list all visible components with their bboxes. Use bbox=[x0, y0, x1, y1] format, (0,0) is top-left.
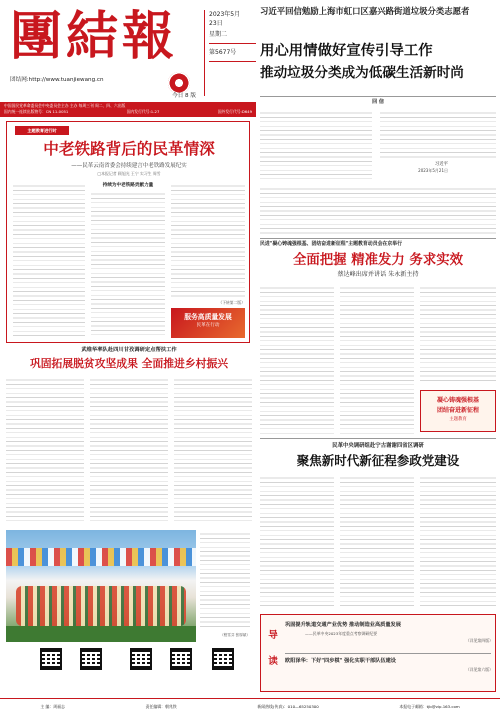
work-kicker: 民革中央调研组赴宁古谢谢四省区调研 bbox=[332, 443, 424, 449]
footer-email[interactable]: 本报电子邮箱：tjb@vip.163.com bbox=[399, 704, 460, 709]
service-box-title: 服务高质量发展 bbox=[184, 313, 232, 321]
qr-code-3[interactable] bbox=[130, 648, 152, 670]
theme-stamp-line2: 团结奋进新征程 bbox=[436, 407, 479, 414]
footer-responsible: 责任编辑：朝兆铁 bbox=[145, 704, 177, 709]
lead-editor-note: （下转第二版） bbox=[218, 300, 245, 305]
theme-kicker: 民进"凝心铸魂强根基、团结奋进新征程"主题教育动员会在京举行 bbox=[260, 241, 403, 247]
guide-item-2[interactable] bbox=[285, 657, 493, 673]
masthead-logo: 團結報 bbox=[10, 6, 179, 67]
lead-banner-text: 主题教育进行时 bbox=[27, 128, 57, 133]
guide-item-2-title: 欧阳泽华：下好"四步棋" 强化实职干部队伍建设 bbox=[285, 658, 396, 664]
qr-code-1[interactable] bbox=[40, 648, 62, 670]
foreign-code: 国外发行代号:D649 bbox=[217, 109, 252, 114]
guide-box bbox=[260, 614, 496, 692]
theme-stamp-line3: 主题教育 bbox=[449, 417, 467, 422]
top-right-headline-1: 用心用情做好宣传引导工作 bbox=[260, 42, 433, 59]
theme-stamp bbox=[420, 390, 496, 432]
weekday: 星期二 bbox=[209, 31, 228, 38]
lead-subhead: ——民革云南省委会持续建言中老铁路发展纪实 bbox=[71, 163, 187, 169]
lead-section-title: 持续为中老铁路贡献力量 bbox=[102, 183, 154, 188]
theme-byline: 蔡达峰出席并讲话 朱永新主持 bbox=[337, 271, 419, 278]
website[interactable]: 团结网:http://www.tuanjiewang.cn bbox=[10, 77, 104, 83]
letter-box bbox=[260, 96, 496, 184]
guide-label-bottom: 读 bbox=[268, 656, 278, 667]
lead-banner bbox=[15, 126, 69, 135]
guide-item-1-sub: ——民革中央2023年度重点考察调研纪要 bbox=[305, 631, 378, 636]
letter-signature: 习近平 bbox=[434, 162, 448, 167]
service-box bbox=[171, 308, 245, 338]
guide-label bbox=[265, 623, 281, 685]
top-right-headline-2: 推动垃圾分类成为低碳生活新时尚 bbox=[260, 65, 464, 81]
lead-headline: 中老铁路背后的民革情深 bbox=[43, 139, 215, 158]
work-story bbox=[260, 442, 496, 610]
event-photo bbox=[6, 530, 196, 642]
masthead bbox=[8, 4, 256, 116]
cn-number: 国内统一连续出版物号：CN 11-0051 bbox=[4, 109, 69, 114]
theme-stamp-line1: 凝心铸魂强根基 bbox=[436, 397, 479, 404]
theme-headline: 全面把握 精准发力 务求实效 bbox=[292, 252, 463, 268]
sponsor-line: 中国国民党革命委员会中央委员会主办 主办 每周三刊 周二、四、六出版 bbox=[4, 103, 126, 108]
poverty-story bbox=[6, 346, 252, 526]
issue-number: 第5677号 bbox=[209, 49, 237, 56]
guide-item-2-page: （详见第六版） bbox=[465, 667, 493, 672]
qr-code-4[interactable] bbox=[170, 648, 192, 670]
lead-story bbox=[6, 121, 250, 343]
guide-item-1-title: 巩固提升轨道交通产业优势 推动制造业高质量发展 bbox=[285, 622, 401, 628]
work-headline: 聚焦新时代新征程参政党建设 bbox=[296, 453, 460, 468]
theme-story bbox=[260, 240, 496, 436]
photo-caption: （程雪芬 张厚斌） bbox=[220, 633, 250, 637]
footer-editor: 主 编：周福志 bbox=[40, 704, 65, 709]
guide-item-1[interactable] bbox=[285, 621, 493, 644]
domestic-code: 国内发行代号:1-27 bbox=[126, 109, 160, 114]
letter-date: 2023年5月21日 bbox=[418, 168, 448, 173]
top-right-kicker: 习近平回信勉励上海市虹口区嘉兴路街道垃圾分类志愿者 bbox=[260, 6, 470, 16]
masthead-info-bar bbox=[0, 102, 256, 117]
top-right-story bbox=[260, 4, 496, 184]
footer bbox=[0, 700, 500, 714]
lead-byline: □本报记者 顾旭光 王宁 实习生 周雪 bbox=[97, 171, 161, 176]
poverty-kicker: 武维华率队赴四川甘孜调研定点帮扶工作 bbox=[81, 347, 177, 353]
date-line1: 2023年5月 bbox=[209, 11, 241, 18]
footer-hotline: 新闻热线(传真)：010—65250300 bbox=[257, 704, 319, 709]
top-right-body bbox=[260, 185, 496, 235]
guide-item-1-page: （详见第四版） bbox=[465, 638, 493, 643]
qr-code-5[interactable] bbox=[212, 648, 234, 670]
service-box-sub: 民革在行动 bbox=[196, 323, 220, 328]
guide-label-top: 导 bbox=[268, 630, 278, 641]
date-line2: 23日 bbox=[209, 20, 223, 27]
qr-code-2[interactable] bbox=[80, 648, 102, 670]
letter-title: 回 信 bbox=[372, 99, 384, 105]
poverty-headline: 巩固拓展脱贫攻坚成果 全面推进乡村振兴 bbox=[29, 357, 229, 370]
date-box bbox=[204, 10, 256, 96]
today-pages: 今日 8 版 bbox=[172, 93, 196, 99]
emblem-icon bbox=[168, 72, 190, 94]
